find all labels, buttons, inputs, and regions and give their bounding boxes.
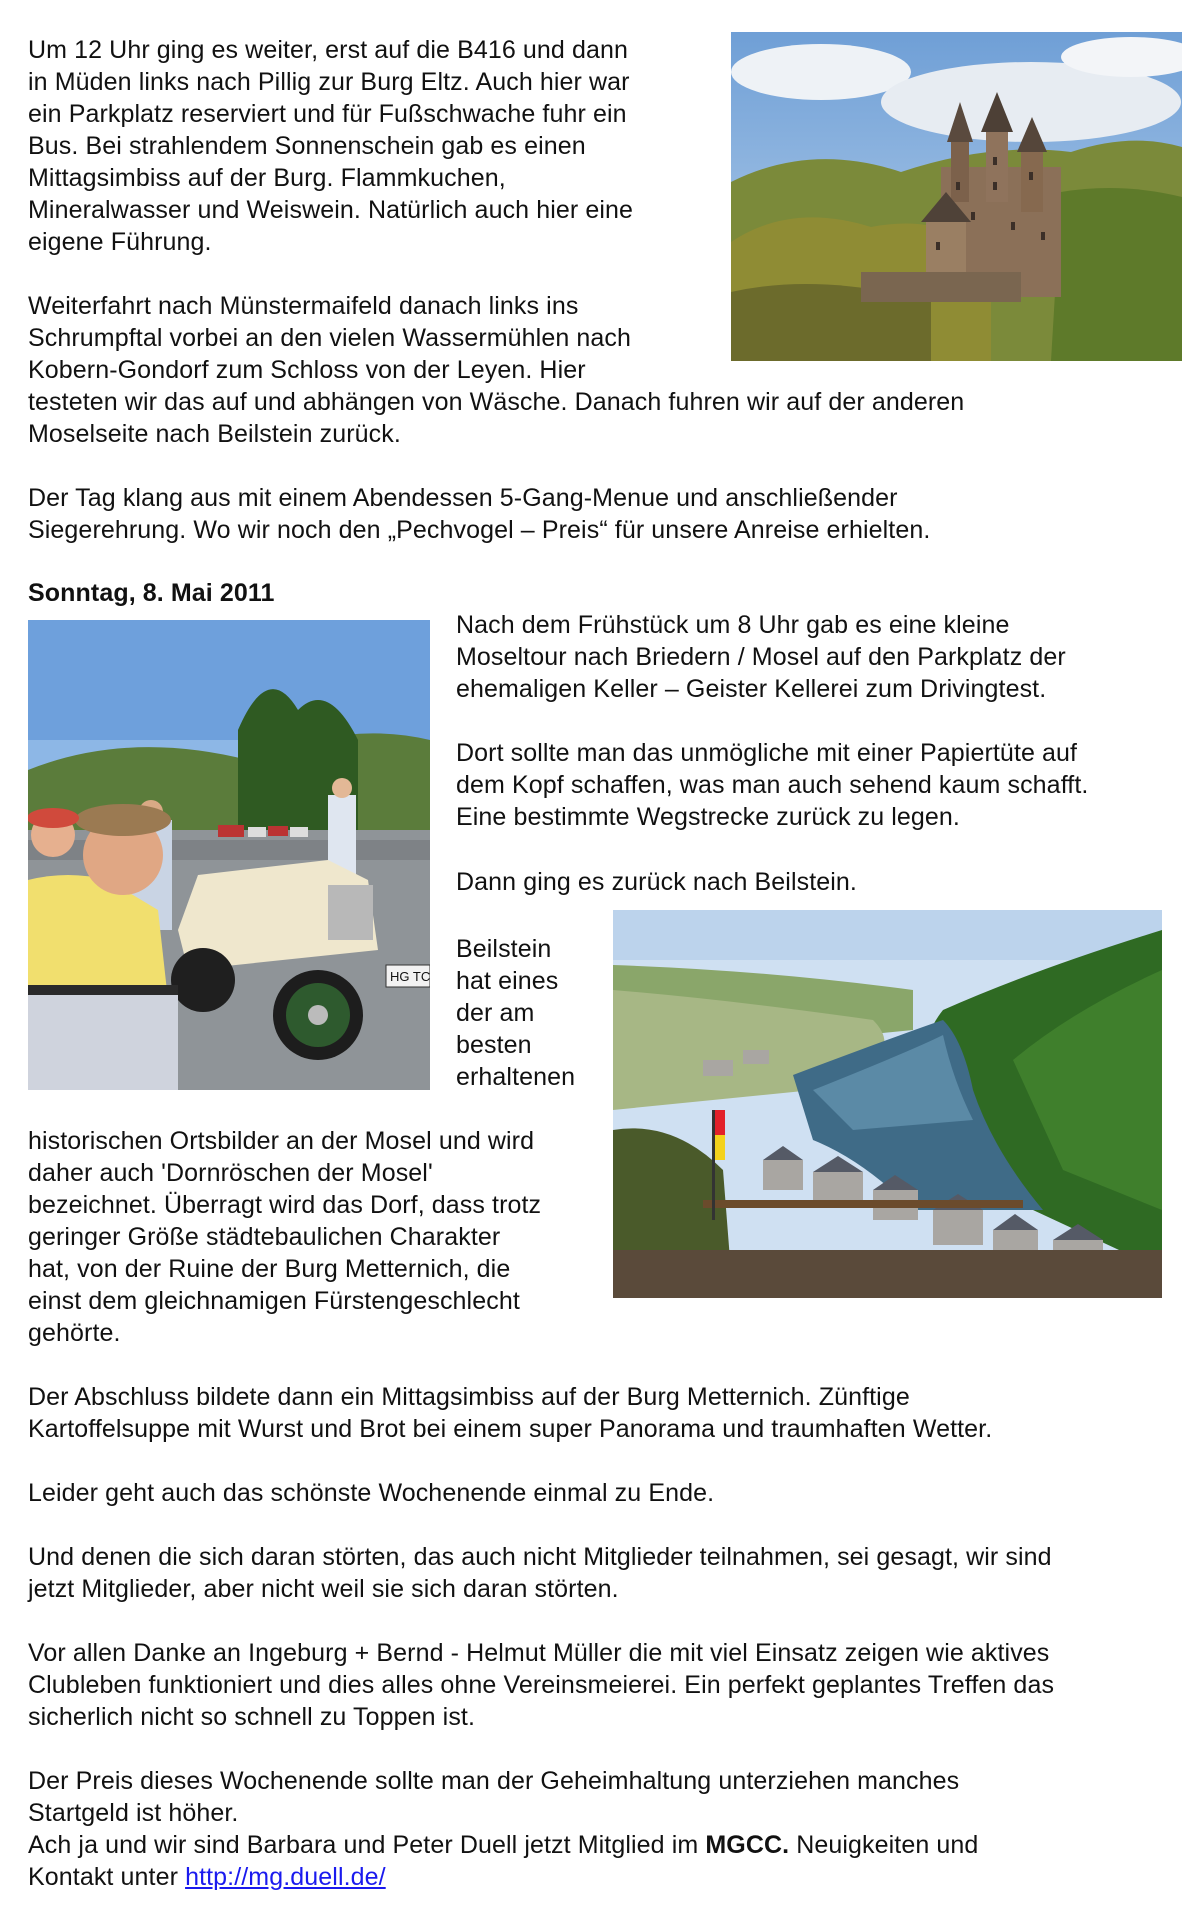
text-line: Clubleben funktioniert und dies alles ohne Vereinsmeierei. Ein perfekt geplantes Treffen das bbox=[28, 1671, 1055, 1699]
text-line: Der Preis dieses Wochenende sollte man der Geheimhaltung unterziehen manches bbox=[28, 1767, 960, 1795]
text-line: Nach dem Frühstück um 8 Uhr gab es eine kleine bbox=[456, 611, 1010, 639]
text-line: jetzt Mitglieder, aber nicht weil sie sich daran störten. bbox=[28, 1575, 619, 1603]
text-line: Um 12 Uhr ging es weiter, erst auf die B416 und dann bbox=[28, 36, 628, 64]
text-line: eigene Führung. bbox=[28, 228, 212, 256]
text-line: erhaltenen bbox=[456, 1063, 576, 1091]
text-line: ein Parkplatz reserviert und für Fußschwache fuhr ein bbox=[28, 100, 627, 128]
text-line: Eine bestimmte Wegstrecke zurück zu legen. bbox=[456, 803, 960, 831]
text-line: Und denen die sich daran störten, das auch nicht Mitglieder teilnahmen, sei gesagt, wir sind bbox=[28, 1543, 1052, 1571]
text-line: Mittagsimbiss auf der Burg. Flammkuchen, bbox=[28, 164, 506, 192]
text-line: einst dem gleichnamigen Fürstengeschlecht bbox=[28, 1287, 520, 1315]
text-line: Leider geht auch das schönste Wochenende einmal zu Ende. bbox=[28, 1479, 715, 1507]
section-heading: Sonntag, 8. Mai 2011 bbox=[28, 579, 275, 607]
closing-prefix: Ach ja und wir sind Barbara und Peter Duell jetzt Mitglied im bbox=[28, 1831, 706, 1859]
text-line: geringer Größe städtebaulichen Charakter bbox=[28, 1223, 501, 1251]
text-line: hat, von der Ruine der Burg Metternich, die bbox=[28, 1255, 511, 1283]
text-line: testeten wir das auf und abhängen von Wäsche. Danach fuhren wir auf der anderen bbox=[28, 388, 965, 416]
text-line: Moseltour nach Briedern / Mosel auf den Parkplatz der bbox=[456, 643, 1066, 671]
text-line: Der Tag klang aus mit einem Abendessen 5-Gang-Menue und anschließender bbox=[28, 484, 898, 512]
closing-line bbox=[28, 1829, 978, 1861]
text-line: dem Kopf schaffen, was man auch sehend kaum schafft. bbox=[456, 771, 1089, 799]
text-line: Weiterfahrt nach Münstermaifeld danach links ins bbox=[28, 292, 579, 320]
text-line: Moselseite nach Beilstein zurück. bbox=[28, 420, 401, 448]
text-line: hat eines bbox=[456, 967, 559, 995]
text-line: Beilstein bbox=[456, 935, 552, 963]
text-line: ehemaligen Keller – Geister Kellerei zum Drivingtest. bbox=[456, 675, 1047, 703]
text-line: Siegerehrung. Wo wir noch den „Pechvogel – Preis“ für unsere Anreise erhielten. bbox=[28, 516, 931, 544]
text-line: Vor allen Danke an Ingeburg + Bernd - Helmut Müller die mit viel Einsatz zeigen wie aktives bbox=[28, 1639, 1050, 1667]
car-plate-text: HG TC bbox=[390, 969, 430, 984]
text-line: Kartoffelsuppe mit Wurst und Brot bei einem super Panorama und traumhaften Wetter. bbox=[28, 1415, 993, 1443]
contact-prefix: Kontakt unter bbox=[28, 1863, 186, 1891]
text-line: gehörte. bbox=[28, 1319, 121, 1347]
text-line: besten bbox=[456, 1031, 532, 1059]
text-line: Startgeld ist höher. bbox=[28, 1799, 239, 1827]
text-line: historischen Ortsbilder an der Mosel und wird bbox=[28, 1127, 535, 1155]
text-line: bezeichnet. Überragt wird das Dorf, dass trotz bbox=[28, 1191, 542, 1219]
car-photo bbox=[28, 620, 430, 1090]
contact-line bbox=[28, 1861, 386, 1893]
text-line: Dann ging es zurück nach Beilstein. bbox=[456, 868, 857, 896]
text-line: der am bbox=[456, 999, 535, 1027]
text-line: daher auch 'Dornröschen der Mosel' bbox=[28, 1159, 433, 1187]
castle-photo bbox=[731, 32, 1182, 361]
text-line: Der Abschluss bildete dann ein Mittagsimbiss auf der Burg Metternich. Zünftige bbox=[28, 1383, 910, 1411]
text-line: sicherlich nicht so schnell zu Toppen ist. bbox=[28, 1703, 476, 1731]
text-line: Mineralwasser und Weiswein. Natürlich auch hier eine bbox=[28, 196, 634, 224]
river-photo bbox=[613, 910, 1162, 1298]
closing-suffix: Neuigkeiten und bbox=[789, 1831, 979, 1859]
text-line: Schrumpftal vorbei an den vielen Wassermühlen nach bbox=[28, 324, 631, 352]
text-line: Dort sollte man das unmögliche mit einer Papiertüte auf bbox=[456, 739, 1078, 767]
website-link[interactable]: http://mg.duell.de/ bbox=[185, 1863, 386, 1891]
club-name: MGCC. bbox=[705, 1831, 790, 1859]
text-line: in Müden links nach Pillig zur Burg Eltz. Auch hier war bbox=[28, 68, 630, 96]
text-line: Bus. Bei strahlendem Sonnenschein gab es einen bbox=[28, 132, 586, 160]
text-line: Kobern-Gondorf zum Schloss von der Leyen. Hier bbox=[28, 356, 586, 384]
